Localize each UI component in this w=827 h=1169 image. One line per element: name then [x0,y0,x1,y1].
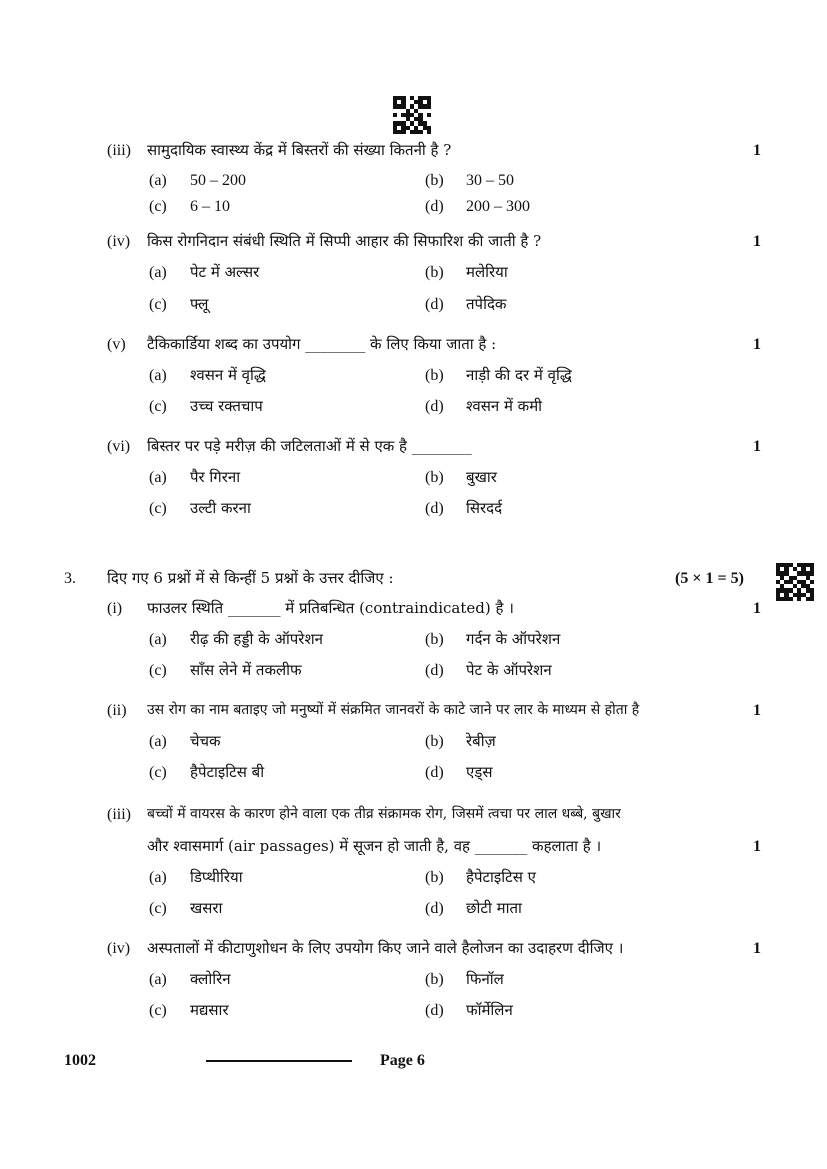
option-text: तपेदिक [466,295,507,313]
option-label: (a) [149,971,167,988]
question-text: फाउलर स्थिति _______ में प्रतिबन्धित (contraindicated) है । [147,599,514,617]
option-text: उच्च रक्तचाप [190,397,263,415]
question-number: (ii) [107,702,127,719]
option-text: 30 – 50 [466,172,514,189]
question-mark: 1 [753,336,761,353]
question-number: (iii) [107,142,131,159]
option-label: (b) [425,971,444,988]
option-text: बुखार [466,468,497,486]
option-label: (d) [425,296,444,313]
question-mark: 1 [753,838,761,855]
option-label: (c) [149,662,167,679]
question-mark: 1 [753,600,761,617]
option-label: (c) [149,398,167,415]
option-label: (d) [425,900,444,917]
question-text: अस्पतालों में कीटाणुशोधन के लिए उपयोग किए जाने वाले हैलोजन का उदाहरण दीजिए । [147,939,624,957]
option-label: (b) [425,469,444,486]
question-number: (iii) [107,806,131,823]
option-text: फिनॉल [466,970,504,988]
option-label: (c) [149,900,167,917]
option-label: (b) [425,631,444,648]
paper-code: 1002 [64,1052,96,1069]
option-label: (d) [425,398,444,415]
option-label: (a) [149,172,167,189]
option-text: 50 – 200 [190,172,246,189]
option-text: हैपेटाइटिस ए [466,868,536,886]
question-text-line1: बच्चों में वायरस के कारण होने वाला एक तीव्र संक्रामक रोग, जिसमें त्वचा पर लाल धब्बे, बुखार [147,806,621,822]
option-label: (a) [149,869,167,886]
option-text: श्वसन में वृद्धि [190,366,266,384]
option-label: (b) [425,264,444,281]
option-label: (c) [149,198,167,215]
question-mark: 1 [753,702,761,719]
qr-code-icon [393,96,431,134]
question-mark: 1 [753,940,761,957]
section-marks: (5 × 1 = 5) [675,570,744,587]
option-label: (d) [425,764,444,781]
option-text: चेचक [190,732,221,750]
option-text: उल्टी करना [190,499,251,517]
option-text: डिप्थीरिया [190,868,243,886]
option-text: पेट के ऑपरेशन [466,661,552,679]
option-text: पैर गिरना [190,468,241,486]
option-text: रेबीज़ [466,732,496,750]
option-label: (c) [149,296,167,313]
option-text: श्वसन में कमी [466,397,543,415]
option-text: फॉर्मेलिन [466,1001,513,1019]
question-text-line2: और श्वासमार्ग (air passages) में सूजन हो जाती है, वह _______ कहलाता है । [147,837,602,855]
option-text: हैपेटाइटिस बी [190,763,265,781]
question-number: (v) [107,336,126,353]
option-text: 6 – 10 [190,198,230,215]
option-text: सिरदर्द [466,499,503,517]
option-label: (d) [425,662,444,679]
question-text: बिस्तर पर पड़े मरीज़ की जटिलताओं में से एक है ________ [147,437,472,455]
question-number: (i) [107,600,123,617]
option-label: (d) [425,500,444,517]
option-text: रीढ़ की हड्डी के ऑपरेशन [190,630,323,648]
question-number: (iv) [107,233,131,250]
option-label: (c) [149,1002,167,1019]
option-label: (b) [425,172,444,189]
section-instruction: दिए गए 6 प्रश्नों में से किन्हीं 5 प्रश्नों के उत्तर दीजिए : [107,569,394,587]
question-text: सामुदायिक स्वास्थ्य केंद्र में बिस्तरों की संख्या कितनी है ? [147,141,452,159]
question-mark: 1 [753,142,761,159]
option-label: (a) [149,733,167,750]
question-number: (vi) [107,438,131,455]
option-label: (a) [149,367,167,384]
option-text: पेट में अल्सर [190,263,260,281]
option-text: क्लोरिन [190,970,231,988]
option-text: नाड़ी की दर में वृद्धि [466,366,572,384]
footer-rule [206,1060,352,1062]
question-mark: 1 [753,233,761,250]
option-text: गर्दन के ऑपरेशन [466,630,561,648]
option-text: फ्लू [190,295,209,313]
option-text: छोटी माता [466,899,522,917]
option-label: (c) [149,764,167,781]
option-label: (b) [425,869,444,886]
option-label: (d) [425,198,444,215]
option-text: एड्स [466,763,493,781]
option-label: (d) [425,1002,444,1019]
option-label: (b) [425,367,444,384]
option-label: (b) [425,733,444,750]
option-text: मद्यसार [190,1001,229,1019]
option-label: (a) [149,469,167,486]
option-text: 200 – 300 [466,198,530,215]
page-number: Page 6 [380,1052,425,1069]
option-text: मलेरिया [466,263,508,281]
question-text: उस रोग का नाम बताइए जो मनुष्यों में संक्रमित जानवरों के काटे जाने पर लार के माध्यम से होता है [147,702,640,718]
option-text: साँस लेने में तकलीफ [190,661,302,679]
question-text: टैकिकार्डिया शब्द का उपयोग ________ के लिए किया जाता है : [147,335,497,353]
question-text: किस रोगनिदान संबंधी स्थिति में सिप्पी आहार की सिफारिश की जाती है ? [147,232,542,250]
option-label: (a) [149,631,167,648]
option-text: खसरा [190,899,223,917]
question-number: (iv) [107,940,131,957]
question-mark: 1 [753,438,761,455]
option-label: (a) [149,264,167,281]
section-number: 3. [64,570,76,587]
side-qr-code-icon [776,563,814,601]
option-label: (c) [149,500,167,517]
